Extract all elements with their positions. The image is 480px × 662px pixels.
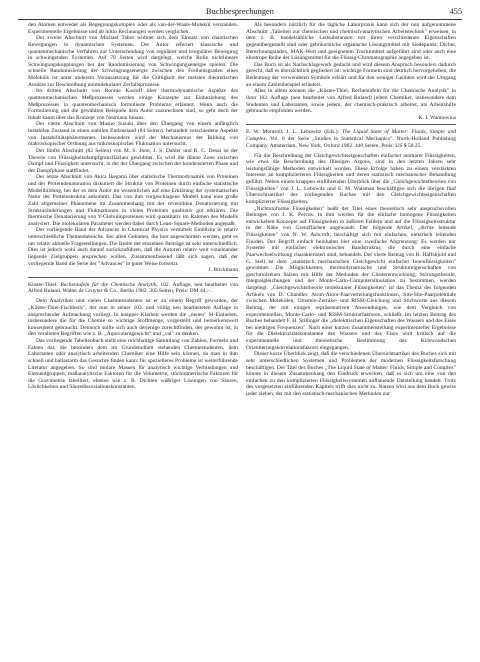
book-reference: [28, 282, 238, 295]
paragraph: Der fünfte Abschnitt (82 Seiten) von M. S. Jhon, J. S. Dahler und R. C. Desai ist der Theorie von Flüssigkeitsdampfgrenzflächen gewidmet. Es wird die dünne Zone zwischen Dampf und Flüssigkeit untersucht, in der der Übergang zwischen der kondensierten Phase und der Dampfphase stattfindet.: [28, 147, 238, 174]
paragraph: Alles in allem können die „Küster-Thiel, Rechentafeln für die Chemische Analytik" in ihrer 102. Auflage (neu bearbeitet von Alfred Ruland) jedem Chemiker, insbesondere dem Studenten und Laboranten, sowie jedem, der chemisch-praktisch arbeitet, als Arbeitshilfe gebraucht empfohlen werden.: [246, 88, 456, 115]
paragraph: Der vorliegende Band der Advances in Chemical Physics vermittelt Einblicke in relativ unterschiedliche Themenbereiche. Bei allen Gebieten, die hier angeschnitten werden, geht es um relativ aktuelle Fragestellungen. Die Breite der einzelnen Beiträge ist sehr unterschiedlich. Dies ist jedoch wohl auch darauf zurückzuführen, daß die Autoren relativ weit voneinander liegende Zielgruppen ansprechen wollen. Zusammenfassend läßt sich sagen, daß der vorliegende Band die Serie der "Advances" in guter Weise fortsetzt.: [28, 227, 238, 267]
running-title: Buchbesprechungen: [206, 7, 274, 16]
book-details: 102. Auflage, neu bearbeitet von Alfred Ruland. Walter de Gruyter & Co., Berlin 1982. 305 Seiten, Preis: DM 44,– .: [28, 281, 239, 295]
left-column: [28, 22, 238, 391]
reviewer-signature: K. J. Wannowius: [418, 114, 456, 121]
right-column: [246, 22, 456, 398]
divider: [28, 277, 238, 278]
paragraph: „Nichtuniforme Flüssigkeiten" heißt der Titel eines theoretisch sehr anspruchsvollen Beitrages von J. K. Percus. In ihm werden für die einfache homogene Flüssigkeiten entwickelten Konzepte auf Flüssigkeiten in äußeren Feldern und auf die Flüssigkeitsstruktur in der Nähe von Grenzflächen angewandt. Der folgende Artikel, „dichte leitende Flüssigkeiten" von N. W. Ashcroft, beschäftigt sich mit einfachen, elektrisch leitenden Fluiden. Der Begriff einfach beinhaltet hier eine zweifache Abgrenzung: Es werden nur Systeme mit einfacher elektronischer Bandstruktur, die durch eine einfache Paarwechselwirkung charakterisiert sind, behandelt. Der vierte Beitrag von R. Haffskjold und G. Stell ist dem „statistisch mechanischen Gleichgewicht einfacher Ionenflüssigkeiten" gewidmet. Die Möglichkeiten, thermodynamische und Struktureigenschaften von geschmolzenen Salzen mit Hilfe der Methoden der Clusterentwicklung, Störungstheorie, Integralgleichungen und der Monte-Carlo-Computersimulation zu bestimmen, werden dargelegt. „Gleichgewichtstheorie molekularer Flüssigkeiten" ist das Thema des folgenden Artikels von D. Chandler. Atom-Atom-Paarverteilungsfunktionen, Site-Site-Paarpotentiale zwischen Molekülen, Ornstein-Zernike- und RISM-Gleichung und Stichworte aus diesem Beitrag, der mit einigen repräsentativen Anwendungen, wie dem Vergleich von experimentellen, Monte-Carlo- und RISM-Strukturfaktoren, schließt. Im letzten Beitrag des Buches behandelt F. H. Stillinger die „dielektrischen Eigenschaften des Wassers und des Eises bei niedrigen Frequenzen". Nach einer kurzen Zusammenstellung experimenteller Ergebnisse für die Dielektrizitätskonstanten des Wassers und des Eises wird kritisch auf die experimentelle und theoretische Bestimmung des Kirkwoodschen Orientierungskorrelationsfaktors eingegangen.: [246, 205, 456, 351]
paragraph: Als besonders nützlich für die tägliche Laborpraxis kann sich der nun aufgenommene Abschnitt „Tabellen zur chemischen und chemisch-analytischen Arbeitstechnik" erweisen, in dem z. B. handelsübliche Leitsubstanzen mit ihren verschiedenen Eigenschaften gegenübergestellt sind oder gebräuchliche organische Lösungsmittel mit Siedepunkt, Dichte, Berechnungsindex, MAK-Wert und geeignetem Trocknmittel aufgeführt sind oder auch eine eluotrope Reihe der Lösungsmittel für die Flüssig-Chromatographie angegeben ist.: [246, 22, 456, 62]
paragraph: den Atomen entweder als Begegnungskomplex oder als van-der-Waals-Molekül verstanden. Experimentelle Ergebnisse und ab initio Rechnungen werden verglichen.: [28, 22, 238, 35]
book-author: E. W. Montroll, J. L. Lebowitz (Eds.):: [246, 129, 340, 136]
book-title: The Liquid State of Matter: Fluids, Simple and Complex,: [246, 129, 456, 142]
page-number: 455: [449, 7, 462, 16]
paragraph: Für die Beschreibung der Gleichgewichtseigenschaften einfacher atomarer Flüssigkeiten, wie etwa die Beschreibung des flüssigen Argons, sind in den letzten Jahren sehr leistungsfähige Methoden entwickelt worden. Diese Erfolge haben zu einem verstärkten Interesse an komplizierteren Flüssigkeiten und deren statistisch mechanischer Behandlung geführt. Neben einem knappen einführenden Überblick über die „Gleichgewichtstheorien von Flüssigkeiten" von J. L. Lebowitz und E. M. Waisman beschäftigen sich die übrigen fünf Übersichtsartikel des vorliegenden Buches mit den Gleichgewichtseigenschaften komplizierter Flüssigkeiten.: [246, 152, 456, 205]
paragraph: Im dritten Abschnitt von Ronnie Kosloff über thermodynamische Aspekte des quantenmechanischen Meßprozesses werden einige Konzepte zur Einbeziehung des Meßprozesses in quantenmechanisch formulierte Probleme erläutert. Wenn auch die Formulierung und die gewählten Beispiele dem Autor zuzurechnen sind, so geht doch der Inhalt kaum über das Konzept von Neumann hinaus.: [28, 88, 238, 121]
paragraph: Dem Analytiker und vielen Chemiestudenten ist er zu einem Begriff geworden, der „Küster-Thiel-Fischbeck", der nun in seiner 102. und völlig neu bearbeiteten Auflage in ansprechender Aufmachung vorliegt. In knapper Klarheit werden die „neuen" SI-Einheiten, insbesondere die für die Chemie so wichtige Stoffmenge, vorgestellt und bemerkenswert konsequent gebraucht. Dennoch sollte sich auch derjenige zurechtfinden, der gewohnt ist, in den veralteten Begriffen wie z. B. „Äquivalentgewicht" und „val" zu denken.: [28, 298, 238, 338]
reviewer-signature: J. Brickmann: [208, 267, 238, 274]
divider: [246, 124, 456, 125]
paragraph: Das vorliegende Tabellenbuch stellt eine reichhaltige Sammlung von Zahlen, Formeln und Fakten dar, die besonders dem im Grundstudium stehenden Chemiestudenten, dem Laboranten oder analytisch arbeitenden Chemiker eine Hilfe sein können, da man in ihm schnell und ballastarm das Gesuchte finden kann; für spezielleres Probleme ist weiterführende Literatur angegeben. So sind molare Massen für analytisch wichtige Verbindungen und Elementgruppen, maßanalytische Faktoren für die Volumetrie, stöchiometrische Faktoren für die Gravimetrie tabelliert, ebenso wie z. B. Dichten wäßriger Lösungen von Säuren, Löslichkeiten und Säuredissoziationskonstanten.: [28, 338, 238, 391]
book-title: Rechentafeln für die Chemische Analytik,: [60, 281, 158, 288]
paragraph: Der vierte Abschnitt von Masuo Suzuki über den Übergang von einem anfänglich instabilen Zustand in einen stabilen Endzustand (84 Seiten), behandelt verschiedene Aspekte von Instabilitätsphänomenen. Insbesondere wird der Mechanismus der Bildung von makroskopischer Ordnung aus mikroskopischer Fluktuation untersucht.: [28, 121, 238, 148]
book-author: Küster-Thiel:: [28, 281, 58, 288]
book-details: Vol. 8 der Serie „Studies in Statistical Mechanics". North-Holland Publishing Company, Amsterdam, New York, Oxford 1982. 440 Seiten, Preis: US $ 58.25.: [246, 136, 456, 149]
book-reference: [246, 129, 456, 149]
paragraph: Der letzte Abschnitt von Akira Ikegami über statistische Thermodynamik von Proteinen und der Proteindenaturation diskutiert die Struktur von Proteinen durch einfache statistische Modellbildung, bei der es dem Autor im wesentlichen auf eine Erklärung der systematischen Natur der Proteinstruktur ankommt. Das von ihm vorgeschlagene Modell kann eine große Zahl allgemeiner Phänomene im Zusammenhang mit der reversiblen Denaturierung mit Strukturänderungen und Fluktuationen in vielen Proteinen qualitativ gut erklären. Die thermische Denaturierung von Y-Globulinproteinen wird quantitativ im Rahmen des Modells analysiert. Die molekularen Parameter werden dabei durch Least-Square-Methoden angepaßt.: [28, 174, 238, 227]
paragraph: Der zweite Abschnitt von Michael Tabor widmet sich dem Einsatz von chaotischen Bewegungen in dynamischen Systemen. Der Autor referiert klassische und quantenmechanische Verfahren zur Unterscheidung von regulärer und irregulärer Bewegung in schwingenden Systemen. Auf 78 Seiten wird dargelegt, welche Rolle nichtlineare Schwingungskopplungen bei der Randomisierung von Schwingungsenergie spielen. Die schnelle Randomisierung der Schwingungsenergie zwischen den Freiheitsgraden eines Moleküls ist unter anderem Voraussetzung für die Gültigkeit der meisten theoretischen Ansätze zur Beschreibung unimolekularer Zerfallsprozesse.: [28, 35, 238, 88]
paragraph: Dieser kurze Überblick zeigt, daß die verschiedenen Übersichtsartikel des Buches sich mit sehr unterschiedlichen Systemen und Problemen der modernen Flüssigkeitsforschung beschäftigen. Der Titel des Buches „The Liquid State of Matter: Fluids, Simple and Complex" könnte in diesem Zusammenhang den Eindruck erwecken, daß es sich um eine von den einfachen zu den komplizierten Flüssigkeitssystemen aufbauende Darstellung handelt. Trotz des vorgesetzten einführenden Kapitels trifft dies nicht zu. Natzen wird aus dem Buch gewiss jeder ziehen, der mit den statistisch-mechanischen Methoden zur: [246, 351, 456, 398]
page-header: [18, 6, 462, 20]
paragraph: Das Buch ist als Nachschlagewerk gedacht und wird diesem Anspruch besonders dadurch gerecht, daß es übersichtlich gegliedert ist: wichtige Formeln sind deutlich hervorgehoben, die Bedeutung der verwendeten Symbole erklärt und für den weniger Geübten wird der Umgang an einem Zahlenbeispiel erläutert.: [246, 61, 456, 88]
